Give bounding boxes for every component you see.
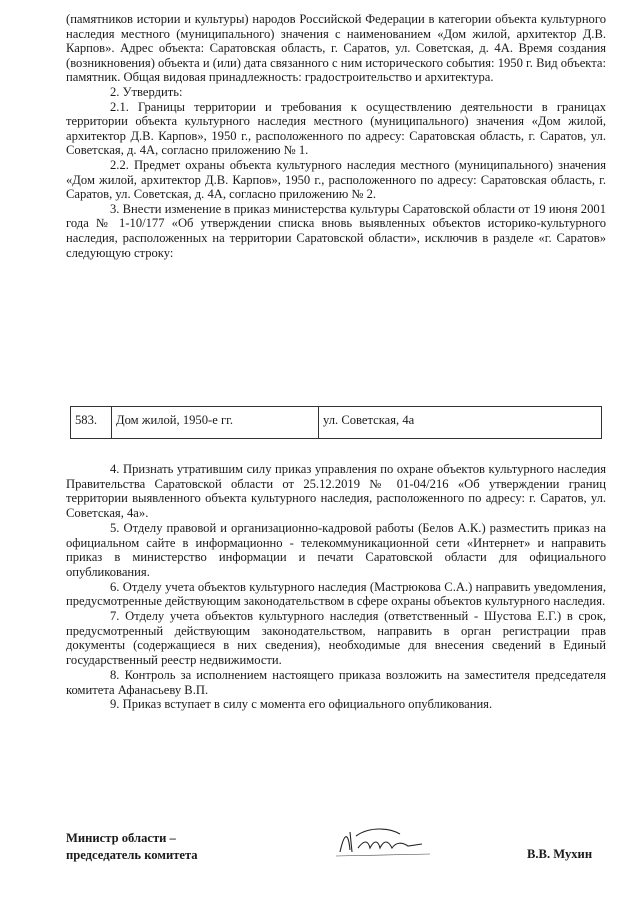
object-name: Дом жилой, 1950-е гг. [112, 407, 319, 439]
excluded-row-table [70, 406, 602, 439]
paragraph-3: 3. Внести изменение в приказ министерства культуры Саратовской области от 19 июня 2001 года № 1-10/177 «Об утверждении списка вновь выявленных объектов историко-культурного наследия, расположенных на территории Саратовской области», исключив в разделе «г. Саратов» следующую строку: [66, 201, 606, 260]
paragraph-1: (памятников истории и культуры) народов Российской Федерации в категории объекта культурного наследия местного (муниципального) значения с наименованием «Дом жилой, архитектор Д.В. Карпов». Адрес объекта: Саратовская область, г. Саратов, ул. Советская, д. 4А. Время создания (возникновения) объекта и (или) дата связанного с ним исторического события: 1950 г. Вид объекта: памятник. Общая видовая принадлежность: градостроительство и архитектура. [66, 12, 606, 85]
signatory-name: В.В. Мухин [527, 847, 593, 861]
table-row [71, 407, 602, 439]
row-number: 583. [71, 407, 112, 439]
paragraph-5: 5. Отделу правовой и организационно-кадровой работы (Белов А.К.) разместить приказ на официальном сайте в информационно - телекоммуникационной сети «Интернет» и направить приказ в министерство информации и печати Саратовской области для официального опубликования. [66, 520, 606, 579]
paragraph-2-1: 2.1. Границы территории и требования к осуществлению деятельности в границах территории объекта культурного наследия местного (муниципального) значения «Дом жилой, архитектор Д.В. Карпов», 1950 г., расположенного по адресу: Саратовская область, г. Саратов, ул. Советская, д. 4А, согласно приложению № 1. [66, 99, 606, 158]
paragraph-2: 2. Утвердить: [110, 84, 183, 99]
signatory-title [66, 830, 198, 864]
paragraph-4: 4. Признать утратившим силу приказ управления по охране объектов культурного наследия Правительства Саратовской области от 25.12.2019 № 01-04/216 «Об утверждении границ территории выявленного объекта культурного наследия, расположенного по адресу: г. Саратов, ул. Советская, 4а». [66, 462, 606, 521]
order-body-continued [66, 462, 606, 712]
paragraph-9: 9. Приказ вступает в силу с момента его официального опубликования. [110, 697, 493, 712]
paragraph-7: 7. Отделу учета объектов культурного наследия (ответственный - Шустова Е.Г.) в срок, предусмотренный действующим законодательством, направить в орган регистрации прав документы (содержащиеся в них сведения), необходимые для внесения сведений в Единый государственный реестр недвижимости. [66, 609, 606, 668]
object-address: ул. Советская, 4а [319, 407, 602, 439]
signatory-title-line-2: председатель комитета [66, 848, 198, 862]
paragraph-8: 8. Контроль за исполнением настоящего приказа возложить на заместителя председателя комитета Афанасьеву В.П. [66, 667, 606, 697]
handwritten-signature [330, 822, 440, 862]
signatory-title-line-1: Министр области – [66, 831, 176, 845]
order-body [66, 12, 606, 260]
paragraph-6: 6. Отделу учета объектов культурного наследия (Мастрюкова С.А.) направить уведомления, предусмотренные действующим законодательством в сфере охраны объектов культурного наследия. [66, 579, 606, 609]
paragraph-2-2: 2.2. Предмет охраны объекта культурного наследия местного (муниципального) значения «Дом жилой, архитектор Д.В. Карпов», 1950 г., расположенного по адресу: Саратовская область, г. Саратов, ул. Советская, д. 4А, согласно приложению № 2. [66, 157, 606, 202]
